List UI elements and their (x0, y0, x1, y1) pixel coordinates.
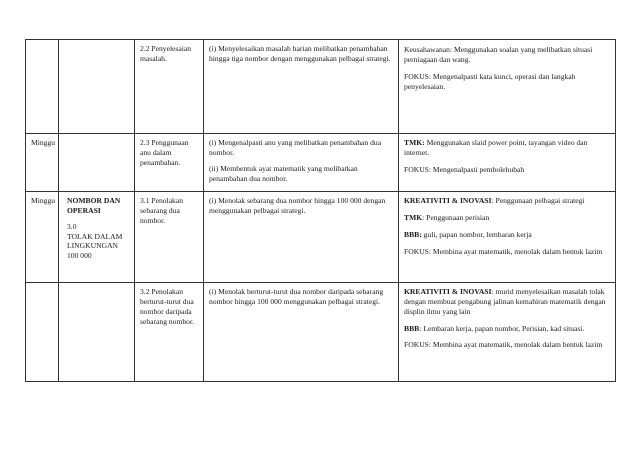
week-cell: Minggu (26, 192, 59, 283)
note-tmk (404, 138, 610, 158)
learning-standard-item: (ii) Membentuk ayat matematik yang melibatkan penambahan dua nombor. (209, 163, 358, 183)
note-text: : Lembaran kerja, papan nombor, Perisian, kad situasi. (419, 323, 585, 333)
topic-cell (59, 283, 135, 382)
note-label: TMK (404, 212, 423, 222)
learning-standard-item: (i) Menolak sebarang dua nombor hingga 100 000 dengan menggunakan pelbagai strategi. (209, 196, 386, 215)
note-text: Menggunakan slaid power point, tayangan video dan internet. (404, 138, 588, 157)
table-row (26, 192, 616, 283)
note-text: : Penggunaan perisian (422, 212, 490, 222)
note-text: : Penggunaan pelbagai strategi (491, 196, 585, 205)
table-row (26, 283, 616, 382)
note-entrepreneurship: Keusahawanan: Menggunakan soalan yang melibatkan situasi perniagaan dan wang. (404, 45, 593, 64)
learning-standard-cell (204, 283, 399, 382)
notes-cell (399, 283, 616, 382)
notes-cell (399, 192, 616, 283)
topic-cell (59, 134, 135, 192)
note-text: : murid menyelesaikan masalah tolak dengan membuat pengabung jalinan kemahiran matematik dengan displin ilmu yang lain (404, 287, 606, 316)
note-label: KREATIVITI & INOVASI (404, 196, 492, 205)
note-focus: FOKUS: Membina ayat matematik, menolak dalam bentuk lazim (404, 340, 603, 350)
table-row (26, 40, 616, 134)
topic-title: NOMBOR DAN OPERASI (67, 196, 121, 215)
note-creativity (404, 196, 610, 206)
learning-standard-item: (i) Menyelesaikan masalah harian melibatkan penambahan hingga tiga nombor dengan menggunakan pelbagai strategi. (209, 44, 391, 63)
learning-standard-item: (i) Mengenalpasti anu yang melibatkan penambahan dua nombor. (209, 138, 382, 157)
note-label: BBB (404, 323, 420, 333)
note-creativity (404, 287, 610, 317)
note-focus: FOKUS: Mengenalpasti kata kunci, operasi dan langkah penyelesaian. (404, 71, 576, 91)
notes-cell (399, 40, 616, 134)
note-bbb (404, 324, 610, 334)
notes-cell (399, 134, 616, 192)
topic-number: 3.0 (67, 221, 77, 231)
note-focus: FOKUS: Membina ayat matematik, menolak dalam bentuk lazim (404, 246, 603, 256)
standard-content-cell: 3.2 Penolakan berturut-turut dua nombor daripada sebarang nombor. (135, 283, 204, 382)
learning-standard-cell (204, 134, 399, 192)
learning-standard-cell (204, 192, 399, 283)
note-bbb (404, 230, 610, 240)
table-row (26, 134, 616, 192)
lesson-plan-table (25, 39, 616, 382)
week-cell: Minggu (26, 134, 59, 192)
standard-content-cell: 2.2 Penyelesaian masalah. (135, 40, 204, 134)
week-cell (26, 283, 59, 382)
note-label: KREATIVITI & INOVASI (404, 287, 492, 296)
standard-content-cell: 3.1 Penolakan sebarang dua nombor. (135, 192, 204, 283)
topic-cell (59, 192, 135, 283)
note-tmk (404, 213, 610, 223)
note-label: BBB: (404, 229, 422, 239)
topic-subtitle: TOLAK DALAM LINGKUNGAN 100 000 (67, 231, 123, 261)
week-cell (26, 40, 59, 134)
topic-cell (59, 40, 135, 134)
learning-standard-item: (i) Menolak berturut-turut dua nombor daripada sebarang nombor hingga 100 000 menggunakan pelbagai strategi. (209, 287, 384, 306)
note-label: TMK: (404, 138, 425, 147)
learning-standard-cell (204, 40, 399, 134)
standard-content-cell: 2.3 Penggunaan anu dalam penambahan. (135, 134, 204, 192)
note-focus: FOKUS: Mengenalpasti pembolehubah (404, 164, 525, 174)
note-text: guli, papan nombor, lembaran kerja (421, 229, 532, 239)
